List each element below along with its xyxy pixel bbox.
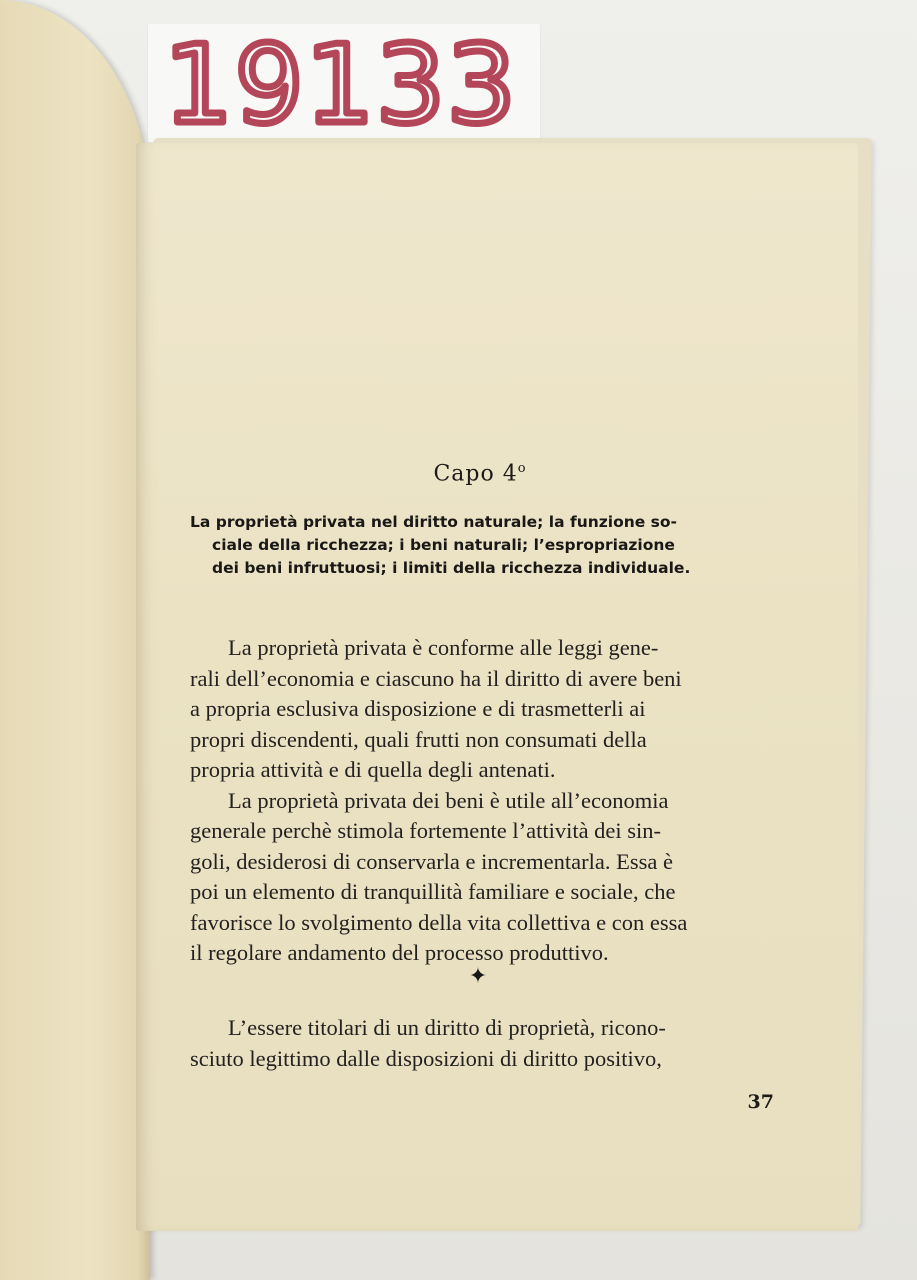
book-page xyxy=(136,143,858,1231)
page-number: 37 xyxy=(747,1091,774,1113)
paragraph-line: goli, desiderosi di conservarla e incrementarla. Essa è xyxy=(190,848,673,874)
inventory-label xyxy=(148,24,540,142)
chapter-title xyxy=(136,461,824,486)
summary-line: ciale della ricchezza; i beni naturali; l’espropriazione xyxy=(212,536,675,554)
left-page xyxy=(0,0,150,1280)
paragraph-line: generale perchè stimola fortemente l’attività dei sin- xyxy=(190,818,662,843)
paragraph-line: rali dell’economia e ciascuno ha il diritto di avere beni xyxy=(190,665,682,691)
section-ornament-icon: ✦ xyxy=(468,964,488,989)
inventory-number-text: 19133 xyxy=(164,26,518,136)
paragraph-line: La proprietà privata dei beni è utile all’economia xyxy=(228,787,669,813)
inventory-number-handwritten xyxy=(156,26,536,136)
chapter-title-superscript: o xyxy=(517,461,527,476)
paragraph-line: il regolare andamento del processo produttivo. xyxy=(190,940,609,965)
chapter-title-text: Capo 4 xyxy=(433,461,518,487)
paragraph-line: La proprietà privata è conforme alle leggi gene- xyxy=(228,635,659,660)
summary-line: La proprietà privata nel diritto naturale; la funzione so- xyxy=(190,513,677,531)
paragraph-line: poi un elemento di tranquillità familiare e sociale, che xyxy=(190,879,676,904)
paragraph-line: propri discendenti, quali frutti non consumati della xyxy=(190,726,647,752)
paragraphs-block-1 xyxy=(190,633,778,969)
chapter-summary xyxy=(190,511,780,580)
paragraph-line: favorisce lo svolgimento della vita collettiva e con essa xyxy=(190,909,688,935)
paragraph-line: a propria esclusiva disposizione e di trasmetterli ai xyxy=(190,696,646,721)
paragraph-line: L’essere titolari di un diritto di proprietà, ricono- xyxy=(228,1015,666,1040)
paragraph-line: propria attività e di quella degli antenati. xyxy=(190,757,556,782)
summary-line: dei beni infruttuosi; i limiti della ricchezza individuale. xyxy=(212,559,691,577)
paragraph-line: sciuto legittimo dalle disposizioni di diritto positivo, xyxy=(190,1045,662,1071)
paragraphs-block-2 xyxy=(190,1013,778,1074)
